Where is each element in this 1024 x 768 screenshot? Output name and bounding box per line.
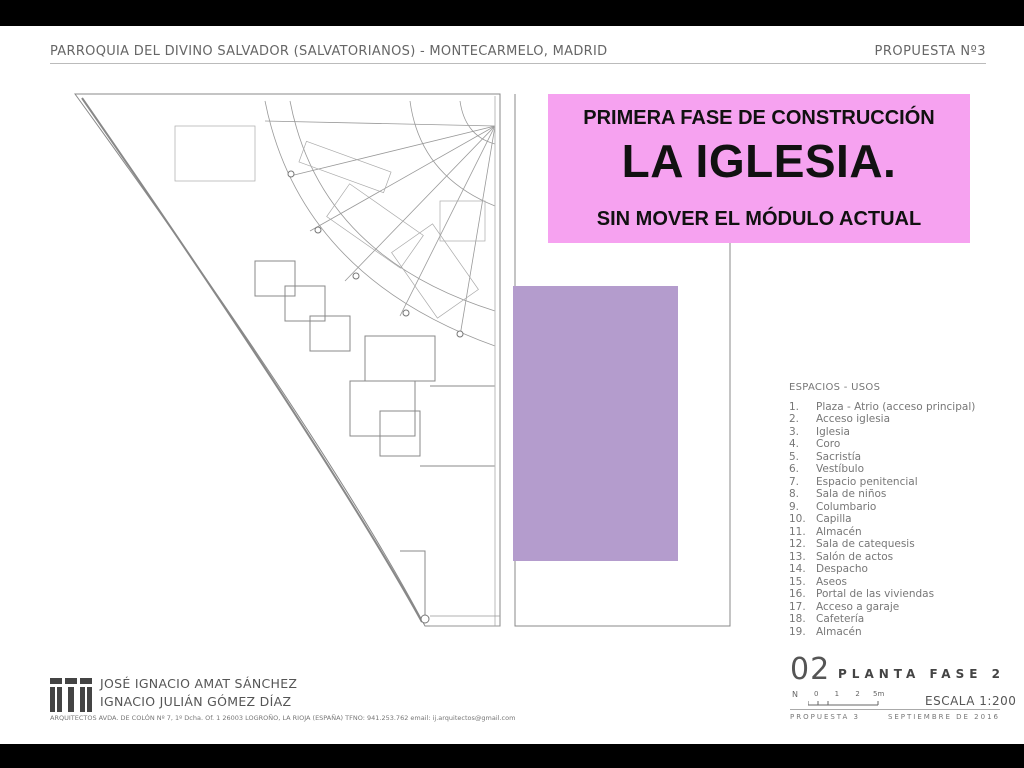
proposal-number: PROPUESTA Nº3 [874, 44, 986, 59]
legend-item-number: 5. [789, 450, 800, 463]
legend-item-label: Columbario [816, 500, 877, 513]
legend-item [789, 401, 975, 414]
legend-item-label: Almacén [816, 525, 862, 538]
sheet-title: PLANTA FASE 2 [838, 667, 1005, 681]
column [288, 171, 294, 177]
site-boundary [75, 94, 500, 626]
legend-item-number: 16. [789, 588, 806, 600]
legend-item [789, 626, 975, 639]
scale-bar [808, 699, 888, 707]
radial-line [345, 126, 495, 281]
legend-item-number: 19. [789, 625, 806, 638]
legend-item-label: Despacho [816, 563, 868, 575]
legend-item [789, 451, 975, 464]
legend-item-label: Acceso a garaje [816, 600, 900, 613]
legend-item-label: Sala de niños [816, 488, 887, 500]
legend-item [789, 476, 975, 489]
legend-item-number: 3. [789, 425, 800, 438]
legend-item-number: 14. [789, 563, 806, 575]
project-title: PARROQUIA DEL DIVINO SALVADOR (SALVATORIANOS) - MONTECARMELO, MADRID [50, 44, 608, 59]
callout-line-1: PRIMERA FASE DE CONSTRUCCIÓN [583, 107, 935, 129]
service-wall [420, 386, 495, 466]
nave-arc-mid [290, 101, 495, 311]
architect-name-1: JOSÉ IGNACIO AMAT SÁNCHEZ [100, 676, 298, 691]
legend-item-number: 18. [789, 613, 806, 625]
legend-item [789, 501, 975, 514]
legend-item-label: Aseos [816, 575, 848, 588]
nave-arc-altar [460, 101, 495, 144]
legend-item-label: Iglesia [816, 425, 850, 438]
sheet-code: 02 [790, 652, 831, 687]
legend-item-label: Coro [816, 438, 841, 450]
legend-item [789, 426, 975, 439]
callout-box [548, 94, 970, 243]
legend-item-number: 2. [789, 413, 800, 425]
legend-item-number: 10. [789, 513, 806, 525]
legend-item-label: Cafetería [816, 613, 865, 625]
legend-item-label: Espacio penitencial [816, 475, 918, 488]
legend-title: ESPACIOS - USOS [789, 382, 881, 393]
architects-logo [50, 678, 92, 712]
legend-item-number: 8. [789, 488, 800, 500]
architects-address: ARQUITECTOS AVDA. DE COLÓN Nº 7, 1º Dcha. Of. 1 26003 LOGROÑO, LA RIOJA (ESPAÑA) TFNO: 941.253.762 email: ij.arquitectos@gmail.com [50, 714, 516, 722]
column [353, 273, 359, 279]
legend-item [789, 588, 975, 601]
drawing-sheet [0, 26, 1024, 744]
legend-item-label: Portal de las viviendas [816, 588, 935, 600]
spaces-legend [789, 382, 975, 638]
pew-block [299, 141, 391, 192]
architect-name-2: IGNACIO JULIÁN GÓMEZ DÍAZ [100, 694, 292, 709]
entry-steps [430, 616, 500, 626]
legend-item [789, 538, 975, 551]
column [403, 310, 409, 316]
outer-curve-wall [82, 98, 422, 622]
current-module [513, 286, 678, 561]
column [315, 227, 321, 233]
north-indicator: N [792, 690, 798, 699]
legend-item-number: 12. [789, 538, 806, 550]
room [365, 336, 435, 381]
legend-item-number: 4. [789, 438, 800, 450]
column [457, 331, 463, 337]
legend-item-number: 11. [789, 525, 806, 538]
legend-item-number: 7. [789, 475, 800, 488]
legend-item-number: 13. [789, 550, 806, 563]
radial-line [310, 126, 495, 231]
footer-rule [790, 709, 1000, 710]
radial-line [290, 126, 495, 176]
legend-item [789, 576, 975, 589]
legend-item [789, 563, 975, 576]
legend-item [789, 551, 975, 564]
legend-item-label: Plaza - Atrio (acceso principal) [816, 400, 976, 413]
legend-item-number: 1. [789, 400, 800, 413]
pew-block [440, 201, 485, 241]
legend-item-label: Sala de catequesis [816, 538, 915, 550]
legend-list [789, 401, 975, 639]
legend-item [789, 526, 975, 539]
legend-item-number: 6. [789, 463, 800, 475]
legend-item [789, 463, 975, 476]
radial-line [460, 126, 495, 336]
radial-line [400, 126, 495, 316]
legend-item-label: Vestíbulo [816, 463, 864, 475]
room [380, 411, 420, 456]
date-label: SEPTIEMBRE DE 2016 [887, 713, 1000, 721]
legend-item-label: Acceso iglesia [816, 413, 891, 425]
radial-line [265, 121, 495, 126]
legend-item-label: Sacristía [816, 450, 862, 463]
legend-item [789, 601, 975, 614]
proposal-label: PROPUESTA 3 [790, 713, 861, 721]
legend-item-label: Salón de actos [816, 550, 894, 563]
legend-item-number: 17. [789, 600, 806, 613]
pew-block [327, 184, 424, 268]
room [350, 381, 415, 436]
legend-item-label: Almacén [816, 625, 862, 638]
room [255, 261, 295, 296]
legend-item-label: Capilla [816, 513, 852, 525]
legend-item [789, 413, 975, 426]
callout-headline: LA IGLESIA. [621, 135, 897, 187]
choir-block [175, 126, 255, 181]
legend-item [789, 513, 975, 526]
scale-end: 5m [873, 690, 885, 698]
nave-arc-inner [410, 101, 495, 206]
legend-item [789, 613, 975, 626]
legend-item [789, 438, 975, 451]
scale-ticks: 0 1 2 [814, 690, 867, 698]
column [421, 615, 429, 623]
callout-line-3: SIN MOVER EL MÓDULO ACTUAL [596, 208, 922, 230]
legend-item-number: 15. [789, 575, 806, 588]
scale-label: ESCALA 1:200 [925, 694, 1017, 708]
legend-item-number: 9. [789, 500, 800, 513]
legend-item [789, 488, 975, 501]
